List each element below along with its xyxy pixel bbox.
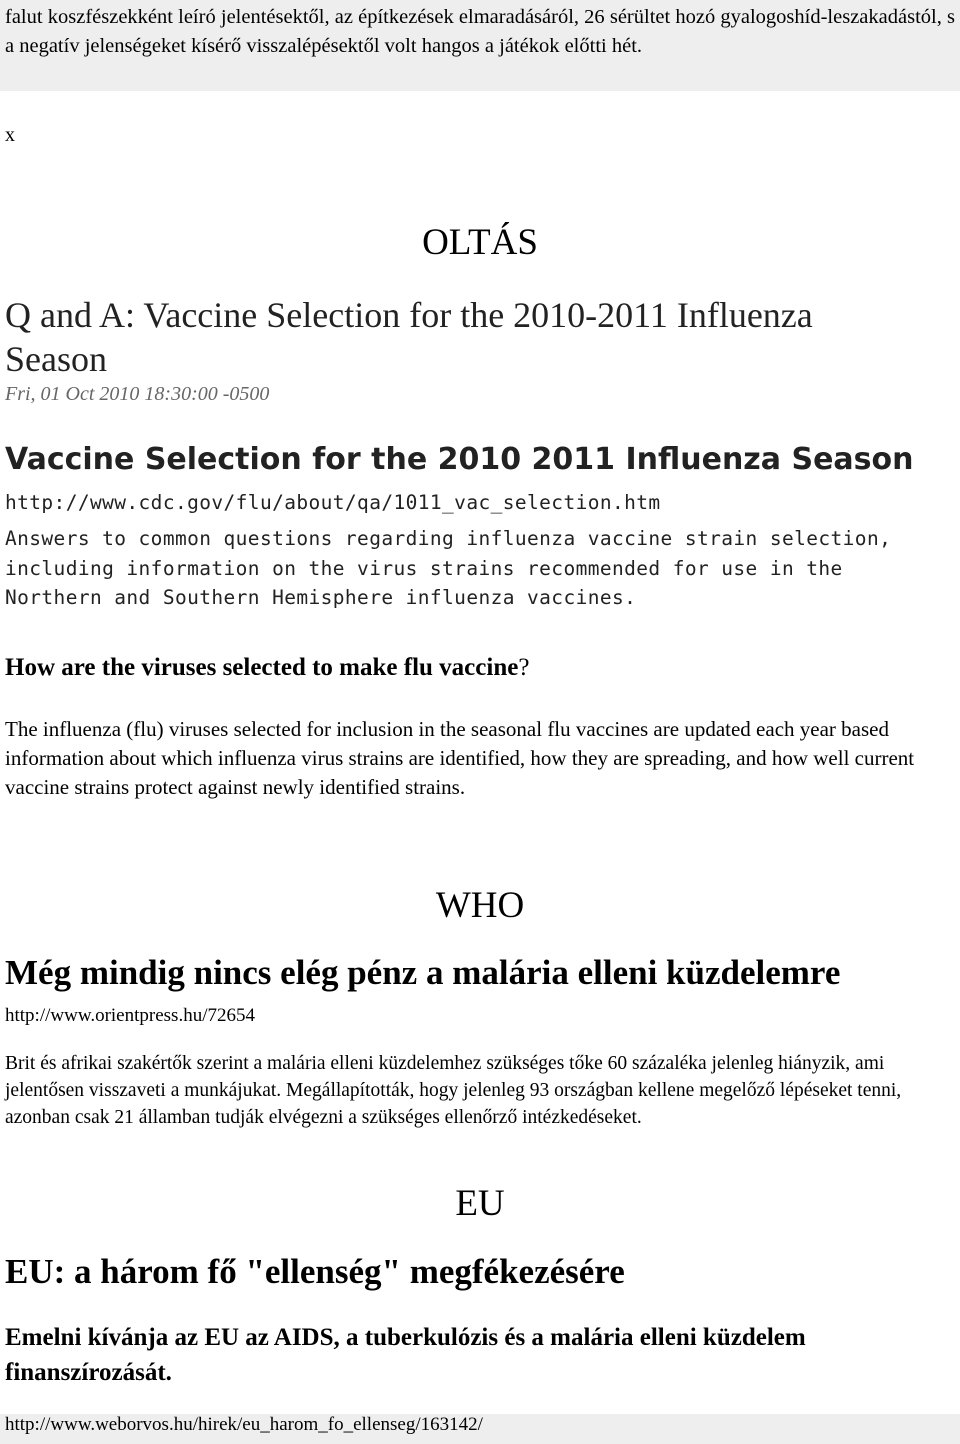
question-text: How are the viruses selected to make flu vaccine [5, 654, 519, 681]
section-title-oltas: OLTÁS [422, 222, 538, 263]
article-date: Fri, 01 Oct 2010 18:30:00 -0500 [5, 383, 270, 405]
question-mark: ? [518, 654, 530, 681]
article-headline-malaria: Még mindig nincs elég pénz a malária elleni küzdelemre [5, 953, 841, 992]
article-subheading-vaccine: Vaccine Selection for the 2010 2011 Influenza Season [5, 442, 914, 477]
section-title-who: WHO [435, 885, 525, 926]
article-url-orientpress[interactable]: http://www.orientpress.hu/72654 [5, 1005, 255, 1026]
article-headline-eu: EU: a három fő "ellenség" megfékezésére [5, 1252, 625, 1291]
intro-paragraph: falut koszfészekként leíró jelentésektől, az építkezések elmaradásáról, 26 sérültet hozó gyalogoshíd-leszakadástól, s a negatív jelenségeket kísérő visszalépésektől volt hangos a játékok előtti hét. [5, 6, 955, 57]
article-subheading-eu: Emelni kívánja az EU az AIDS, a tuberkulózis és a malária elleni küzdelem finanszírozását. [5, 1324, 806, 1386]
article-url-cdc[interactable]: http://www.cdc.gov/flu/about/qa/1011_vac_selection.htm [5, 491, 661, 514]
article-url-weborvos[interactable]: http://www.weborvos.hu/hirek/eu_harom_fo_ellenseg/163142/ [5, 1414, 483, 1435]
section-title-eu: EU [455, 1183, 505, 1224]
malaria-paragraph: Brit és afrikai szakértők szerint a malária elleni küzdelemhez szükséges tőke 60 százaléka jelenleg hiányzik, ami jelentősen visszaveti a munkájukat. Megállapították, hogy jelenleg 93 országban kellene megelőző lépéseket tenni, azonban csak 21 államban tudják elvégezni a szükséges ellenőrző intézkedéseket. [5, 1053, 902, 1128]
x-mark: x [5, 124, 15, 146]
question-line [5, 654, 955, 682]
article-headline-vaccine: Q and A: Vaccine Selection for the 2010-2011 Influenza Season [5, 295, 813, 379]
answer-paragraph: The influenza (flu) viruses selected for inclusion in the seasonal flu vaccines are updated each year based information about which influenza virus strains are identified, how they are spreading, and how well current vaccine strains protect against newly identified strains. [5, 717, 915, 799]
article-summary: Answers to common questions regarding influenza vaccine strain selection, including information on the virus strains recommended for use in the Northern and Southern Hemisphere influenza vaccines. [5, 527, 892, 609]
